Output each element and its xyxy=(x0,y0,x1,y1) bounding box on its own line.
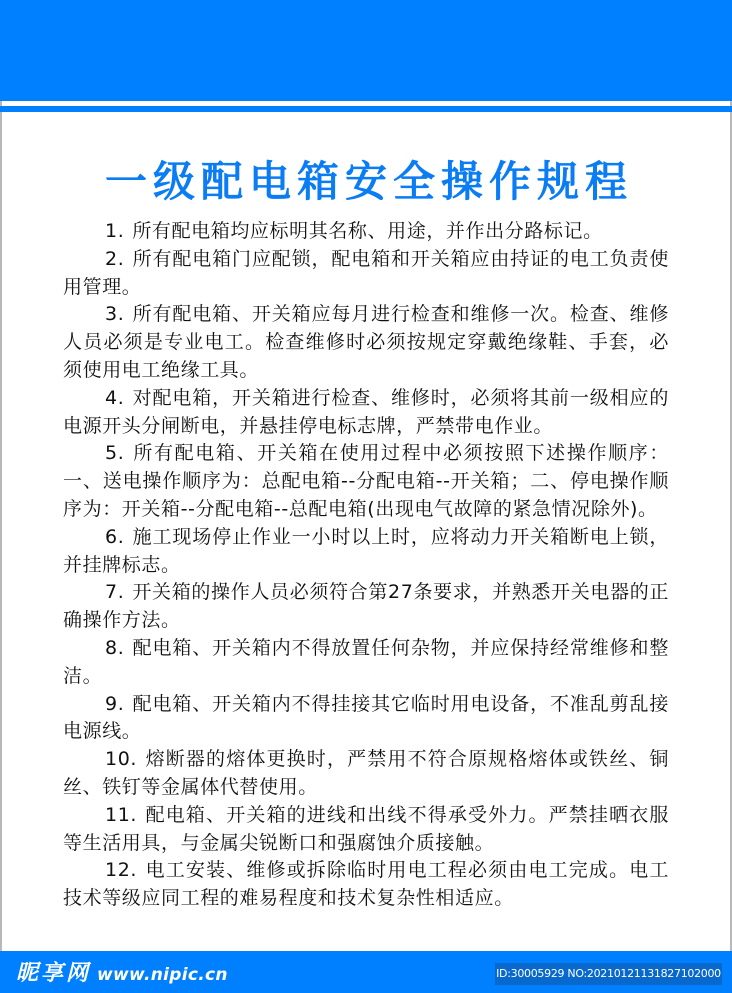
rule-item xyxy=(63,635,669,691)
rule-number: 3. xyxy=(105,303,125,326)
rule-number: 1. xyxy=(105,220,125,242)
rule-number: 6. xyxy=(105,525,125,548)
rule-item xyxy=(63,857,669,913)
rules-list xyxy=(63,218,669,913)
header-stripe xyxy=(0,106,732,112)
rule-item xyxy=(63,385,669,441)
rule-number: 5. xyxy=(105,442,125,465)
rule-text: 所有配电箱、开关箱在使用过程中必须按照下述操作顺序：一、送电操作顺序为：总配电箱--分配电箱--开关箱；二、停电操作顺序为：开关箱--分配电箱--总配电箱(出现电气故障的紧急情况除外)。 xyxy=(63,442,669,520)
rule-text: 开关箱的操作人员必须符合第27条要求，并熟悉开关电器的正确操作方法。 xyxy=(63,581,669,632)
logo-url: www.nipic.cn xyxy=(97,965,228,985)
rule-item xyxy=(63,246,669,302)
rule-number: 4. xyxy=(105,386,125,409)
rule-item xyxy=(63,802,669,858)
rule-text: 所有配电箱门应配锁，配电箱和开关箱应由持证的电工负责使用管理。 xyxy=(63,247,669,298)
rule-number: 10. xyxy=(105,748,138,771)
rule-item xyxy=(63,746,669,802)
rule-number: 8. xyxy=(105,636,125,659)
document-title: 一级配电箱安全操作规程 xyxy=(104,157,633,206)
rule-text: 对配电箱，开关箱进行检查、维修时，必须将其前一级相应的电源开头分闸断电，并悬挂停电标志牌，严禁带电作业。 xyxy=(63,386,669,437)
rule-number: 12. xyxy=(105,859,138,882)
rule-number: 7. xyxy=(105,581,125,604)
image-id-badge: ID:30005929 NO:20210121131827102000 xyxy=(495,963,722,985)
rule-item xyxy=(63,218,669,246)
rule-text: 配电箱、开关箱内不得挂接其它临时用电设备，不准乱剪乱接电源线。 xyxy=(63,692,669,743)
watermark-logo xyxy=(16,956,228,987)
rule-text: 电工安装、维修或拆除临时用电工程必须由电工完成。电工技术等级应同工程的难易程度和技术复杂性相适应。 xyxy=(63,859,669,910)
rule-text: 所有配电箱、开关箱应每月进行检查和维修一次。检查、维修人员必须是专业电工。检查维修时必须按规定穿戴绝缘鞋、手套，必须使用电工绝缘工具。 xyxy=(63,303,669,381)
rule-number: 2. xyxy=(105,247,125,270)
rule-text: 熔断器的熔体更换时，严禁用不符合原规格熔体或铁丝、铜丝、铁钉等金属体代替使用。 xyxy=(63,748,669,798)
header-band xyxy=(0,0,732,101)
rule-number: 11. xyxy=(105,803,138,826)
rule-item xyxy=(63,440,669,523)
rule-item xyxy=(63,524,669,580)
rule-item xyxy=(63,301,669,384)
rule-text: 配电箱、开关箱的进线和出线不得承受外力。严禁挂晒衣服等生活用具，与金属尖锐断口和强腐蚀介质接触。 xyxy=(63,803,669,854)
logo-text: 昵享网 xyxy=(16,961,92,986)
rule-text: 施工现场停止作业一小时以上时，应将动力开关箱断电上锁，并挂牌标志。 xyxy=(63,525,669,576)
rule-text: 配电箱、开关箱内不得放置任何杂物，并应保持经常维修和整洁。 xyxy=(63,636,669,687)
rule-item xyxy=(63,579,669,635)
rule-text: 所有配电箱均应标明其名称、用途，并作出分路标记。 xyxy=(132,220,603,242)
rule-number: 9. xyxy=(105,692,125,715)
rule-item xyxy=(63,691,669,747)
